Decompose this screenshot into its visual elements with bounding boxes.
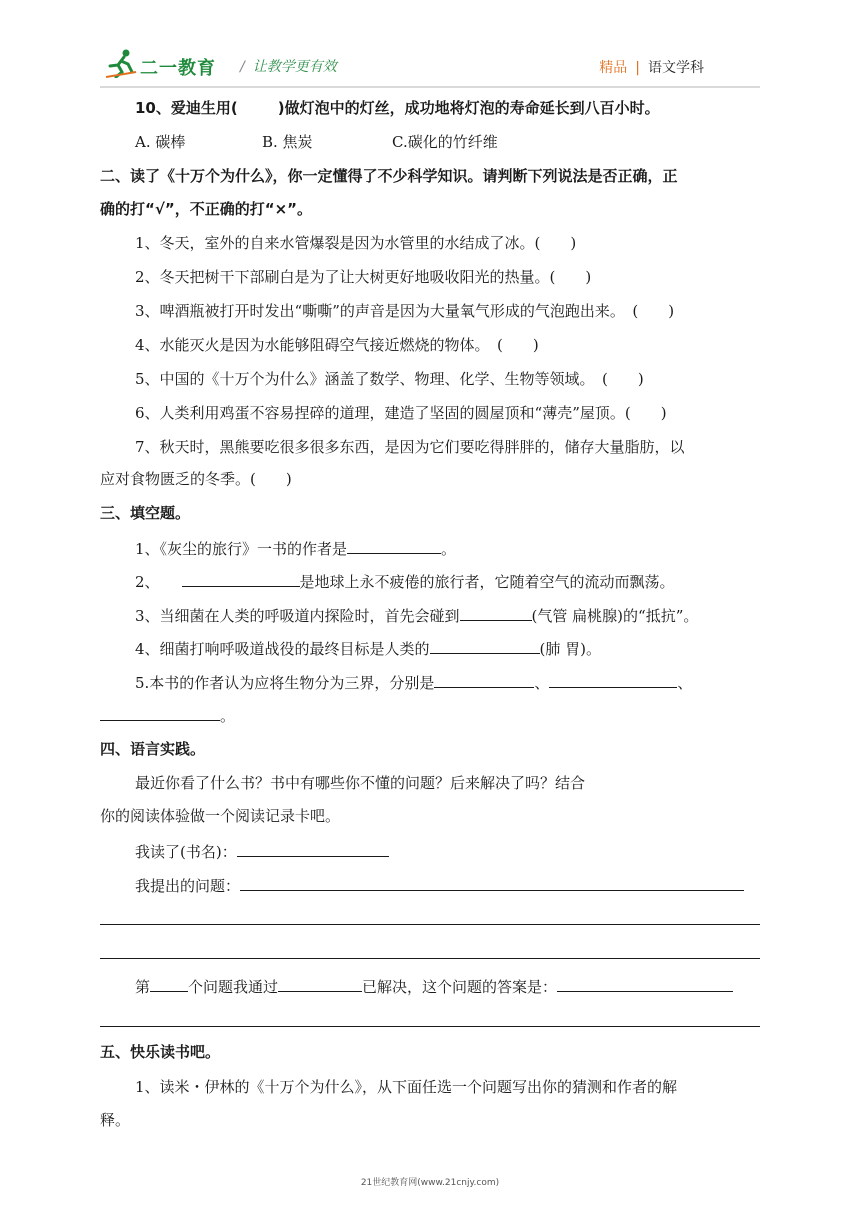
judge-item-continued: 应对食物匮乏的冬季。( ) xyxy=(100,470,292,488)
judge-item: 7、秋天时，黑熊要吃很多很多东西，是因为它们要吃得胖胖的，储存大量脂肪，以 xyxy=(135,438,685,456)
fill-blank[interactable] xyxy=(150,975,188,992)
fill-blank[interactable] xyxy=(182,570,300,587)
fill-blank[interactable] xyxy=(278,975,362,992)
judge-item: 4、水能灭火是因为水能够阻碍空气接近燃烧的物体。 ( ) xyxy=(135,336,539,354)
question-blank[interactable] xyxy=(240,874,744,891)
page-footer: 21世纪教育网(www.21cnjy.com) xyxy=(360,1178,500,1188)
fill-item-2: 2、 是地球上永不疲倦的旅行者，它随着空气的流动而飘荡。 xyxy=(135,570,675,593)
section2-title-line1: 二、读了《十万个为什么》，你一定懂得了不少科学知识。请判断下列说法是否正确，正 xyxy=(100,167,678,185)
header-right: 精品 | 语文学科 xyxy=(599,60,704,76)
q10-stem: 10、爱迪生用( )做灯泡中的灯丝，成功地将灯泡的寿命延长到八百小时。 xyxy=(135,99,660,117)
q10-option-b: B. 焦炭 xyxy=(262,133,313,151)
subject-label: 语文学科 xyxy=(648,60,704,76)
judge-item: 1、冬天，室外的自来水管爆裂是因为水管里的水结成了冰。( ) xyxy=(135,234,577,252)
fill-item-5: 5.本书的作者认为应将生物分为三界，分别是 、 、 xyxy=(135,671,692,694)
question-row xyxy=(135,874,744,897)
book-name-row xyxy=(135,840,389,863)
logo xyxy=(106,48,226,80)
section4-intro-line2: 你的阅读体验做一个阅读记录卡吧。 xyxy=(100,807,341,825)
premium-label: 精品 xyxy=(599,60,628,76)
fill-blank[interactable] xyxy=(347,537,441,554)
header-divider xyxy=(100,86,760,88)
section5-title: 五、快乐读书吧。 xyxy=(100,1043,221,1061)
fill-blank[interactable] xyxy=(549,671,677,688)
q10-option-c: C.碳化的竹纤维 xyxy=(392,133,498,151)
writing-line[interactable] xyxy=(100,924,760,925)
section5-question-line1: 1、读米・伊林的《十万个为什么》，从下面任选一个问题写出你的猜测和作者的解 xyxy=(135,1078,678,1096)
judge-item: 6、人类利用鸡蛋不容易捏碎的道理，建造了坚固的圆屋顶和“薄壳”屋顶。( ) xyxy=(135,404,667,422)
fill-blank[interactable] xyxy=(100,704,220,721)
slogan: / 让教学更有效 xyxy=(240,59,337,75)
section4-intro-line1: 最近你看了什么书？书中有哪些你不懂的问题？后来解决了吗？结合 xyxy=(135,774,586,792)
fill-item-1: 1、《灰尘的旅行》一书的作者是 。 xyxy=(135,537,456,560)
judge-item: 3、啤酒瓶被打开时发出“嘶嘶”的声音是因为大量氧气形成的气泡跑出来。 ( ) xyxy=(135,302,675,320)
answer-blank[interactable] xyxy=(557,975,733,992)
section5-question-line2: 释。 xyxy=(100,1111,131,1129)
slogan-text: 让教学更有效 xyxy=(252,59,337,75)
section2-title-line2: 确的打“√”，不正确的打“×”。 xyxy=(100,200,313,218)
question-label: 我提出的问题： xyxy=(135,877,241,895)
fill-item-3: 3、当细菌在人类的呼吸道内探险时，首先会碰到 (气管 扁桃腺)的“抵抗”。 xyxy=(135,604,698,627)
runner-logo-icon xyxy=(106,48,140,78)
answer-row: 第 个问题我通过 已解决，这个问题的答案是： xyxy=(135,975,733,998)
fill-item-4: 4、细菌打响呼吸道战役的最终目标是人类的 (肺 胃)。 xyxy=(135,637,601,660)
q10-option-a: A. 碳棒 xyxy=(135,133,186,151)
page-header xyxy=(0,0,860,90)
fill-item-5-continued: 。 xyxy=(100,704,235,727)
book-name-blank[interactable] xyxy=(237,840,389,857)
book-name-label: 我读了(书名)： xyxy=(135,843,237,861)
section3-title: 三、填空题。 xyxy=(100,504,191,522)
judge-item: 5、中国的《十万个为什么》涵盖了数学、物理、化学、生物等领域。 ( ) xyxy=(135,370,644,388)
writing-line[interactable] xyxy=(100,958,760,959)
judge-item: 2、冬天把树干下部刷白是为了让大树更好地吸收阳光的热量。( ) xyxy=(135,268,592,286)
fill-blank[interactable] xyxy=(434,671,534,688)
logo-text: 二一教育 xyxy=(140,58,216,79)
section4-title: 四、语言实践。 xyxy=(100,740,206,758)
writing-line[interactable] xyxy=(100,1026,760,1027)
fill-blank[interactable] xyxy=(460,604,532,621)
fill-blank[interactable] xyxy=(430,637,540,654)
